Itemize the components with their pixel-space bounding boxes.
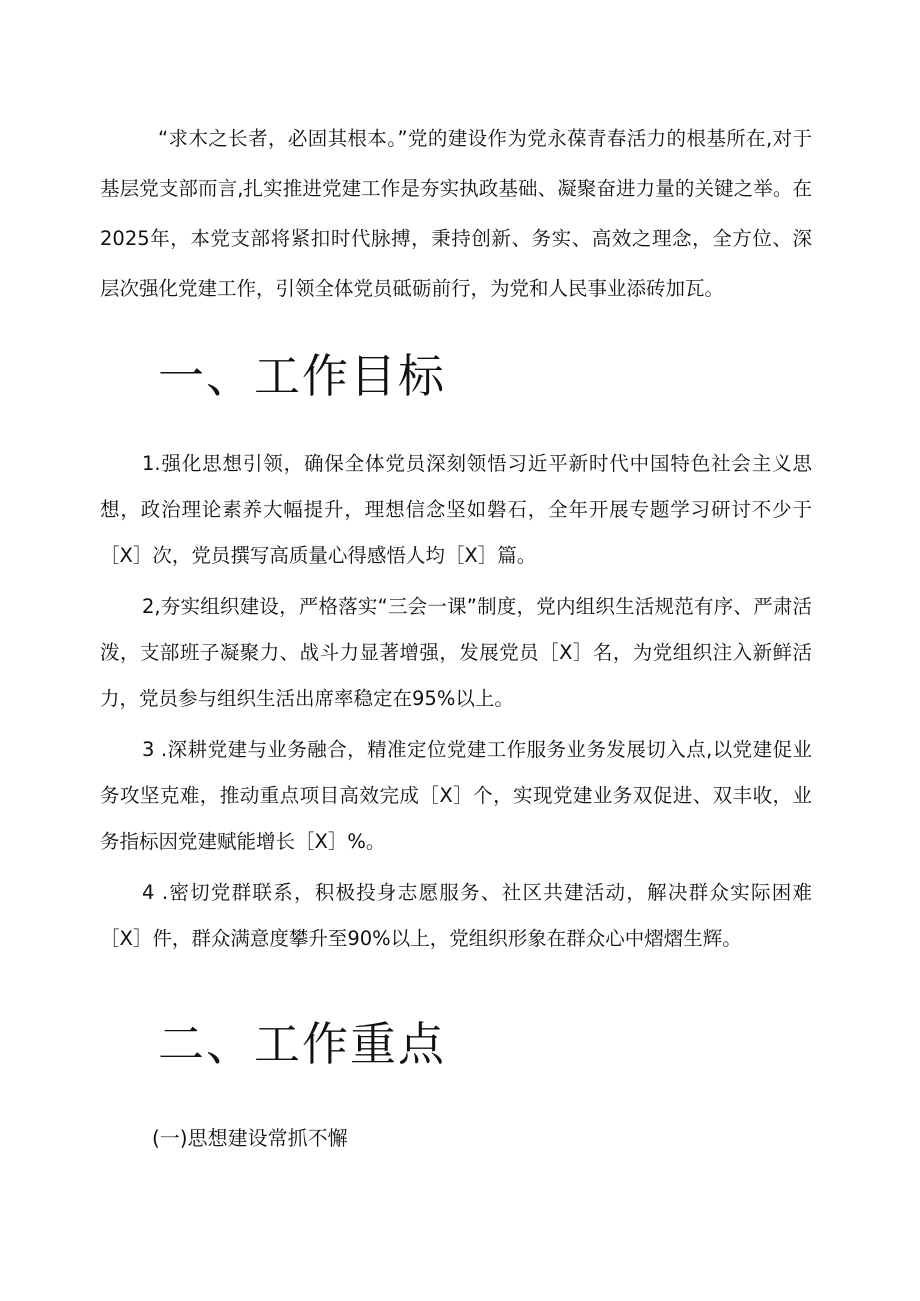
intro-section — [100, 114, 812, 314]
section-heading-work-focus: 二、工作重点 — [158, 1017, 446, 1071]
section-heading-work-goals: 一、工作目标 — [158, 349, 446, 403]
goal-item-1: 1.强化思想引领，确保全体党员深刻领悟习近平新时代中国特色社会主义思想，政治理论素养大幅提升，理想信念坚如磐石，全年开展专题学习研讨不少于［X］次，党员撰写高质量心得感悟人均［X］篇。 — [100, 452, 812, 567]
work-goals-list — [100, 441, 812, 967]
intro-paragraph: “求木之长者，必固其根本。”党的建设作为党永葆青春活力的根基所在,对于基层党支部而言,扎实推进党建工作是夯实执政基础、凝聚奋进力量的关键之举。在2025年，本党支部将紧扣时代脉搏，秉持创新、务实、高效之理念，全方位、深层次强化党建工作，引领全体党员砥砺前行，为党和人民事业添砖加瓦。 — [100, 127, 812, 300]
subheading-ideological-building: (一)思想建设常抓不懈 — [152, 1126, 348, 1150]
goal-item-2: 2,夯实组织建设，严格落实“三会一课”制度，党内组织生活规范有序、严肃活泼，支部班子凝聚力、战斗力显著增强，发展党员［X］名，为党组织注入新鲜活力，党员参与组织生活出席率稳定在95%以上。 — [100, 595, 812, 710]
goal-item-4: 4 .密切党群联系，积极投身志愿服务、社区共建活动，解决群众实际困难［X］件，群众满意度攀升至90%以上，党组织形象在群众心中熠熠生辉。 — [100, 881, 812, 950]
goal-item-3: 3 .深耕党建与业务融合，精准定位党建工作服务业务发展切入点,以党建促业务攻坚克难，推动重点项目高效完成［X］个，实现党建业务双促进、双丰收，业务指标因党建赋能增长［X］%。 — [100, 738, 812, 853]
